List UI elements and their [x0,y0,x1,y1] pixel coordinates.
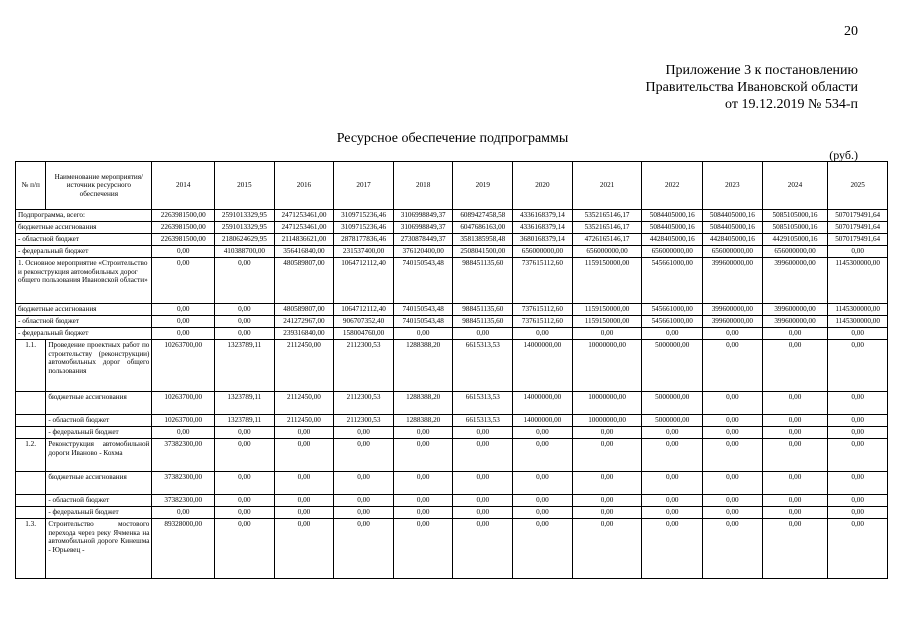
row-name: - федеральный бюджет [46,427,152,439]
value-cell: 3106998849,37 [393,210,453,222]
value-cell: 2471253461,00 [274,210,334,222]
value-cell: 5070179491,64 [828,210,888,222]
row-number: 1.1. [16,340,46,392]
value-cell: 0,00 [703,507,763,519]
table-row [16,472,888,495]
value-cell: 0,00 [513,328,573,340]
value-cell: 0,00 [828,507,888,519]
value-cell: 0,00 [572,427,642,439]
value-cell: 399600000,00 [703,316,763,328]
row-number: 1.3. [16,519,46,579]
value-cell: 656000000,00 [762,246,828,258]
value-cell: 14000000,00 [513,340,573,392]
value-cell: 0,00 [703,392,763,415]
row-number [16,415,46,427]
value-cell: 0,00 [762,507,828,519]
value-cell: 0,00 [215,495,275,507]
value-cell: 3106998849,37 [393,222,453,234]
value-cell: 2471253461,00 [274,222,334,234]
value-cell: 14000000,00 [513,415,573,427]
col-header-name: Наименование мероприятия/источник ресурсного обеспечения [46,162,152,210]
value-cell: 2112300,53 [334,392,394,415]
value-cell: 0,00 [703,495,763,507]
value-cell: 0,00 [334,439,394,472]
value-cell: 0,00 [513,507,573,519]
value-cell: 737615112,60 [513,258,573,304]
row-name: Проведение проектных работ по строительству (реконструкции) автомобильных дорог общего пользования [46,340,152,392]
value-cell: 0,00 [215,304,275,316]
value-cell: 1288388,20 [393,392,453,415]
value-cell: 0,00 [642,328,703,340]
value-cell: 5084405000,16 [703,210,763,222]
col-header-year: 2025 [828,162,888,210]
value-cell: 0,00 [513,427,573,439]
table-row [16,222,888,234]
value-cell: 0,00 [152,427,215,439]
value-cell: 1159150000,00 [572,258,642,304]
value-cell: 14000000,00 [513,392,573,415]
value-cell: 906707352,40 [334,316,394,328]
value-cell: 0,00 [828,246,888,258]
value-cell: 1064712112,40 [334,258,394,304]
row-name: - федеральный бюджет [46,507,152,519]
value-cell: 4429105000,16 [762,234,828,246]
value-cell: 0,00 [703,427,763,439]
value-cell: 3680168379,14 [513,234,573,246]
value-cell: 5352165146,17 [572,222,642,234]
value-cell: 5352165146,17 [572,210,642,222]
value-cell: 4726165146,17 [572,234,642,246]
value-cell: 1288388,20 [393,340,453,392]
value-cell: 10263700,00 [152,392,215,415]
table-row [16,519,888,579]
row-label: - федеральный бюджет [16,328,152,340]
value-cell: 5085105000,16 [762,210,828,222]
value-cell: 656000000,00 [642,246,703,258]
value-cell: 0,00 [513,495,573,507]
table-row [16,246,888,258]
row-label: - федеральный бюджет [16,246,152,258]
table-row [16,304,888,316]
value-cell: 0,00 [762,427,828,439]
page-title: Ресурсное обеспечение подпрограммы [336,131,569,146]
value-cell: 0,00 [215,316,275,328]
value-cell: 1159150000,00 [572,304,642,316]
value-cell: 0,00 [572,519,642,579]
value-cell: 5070179491,64 [828,222,888,234]
value-cell: 0,00 [393,328,453,340]
value-cell: 2112300,53 [334,415,394,427]
row-name: бюджетные ассигнования [46,472,152,495]
table-row [16,316,888,328]
row-label: 1. Основное мероприятие «Строительство и реконструкция автомобильных дорог общего пользования Ивановской области» [16,258,152,304]
value-cell: 0,00 [703,328,763,340]
col-header-year: 2016 [274,162,334,210]
value-cell: 241272967,00 [274,316,334,328]
value-cell: 0,00 [453,507,513,519]
value-cell: 0,00 [572,495,642,507]
value-cell: 0,00 [152,316,215,328]
value-cell: 0,00 [828,495,888,507]
value-cell: 1288388,20 [393,415,453,427]
value-cell: 2263981500,00 [152,234,215,246]
value-cell: 5084405000,16 [642,210,703,222]
value-cell: 0,00 [334,495,394,507]
value-cell: 740150543,48 [393,316,453,328]
value-cell: 0,00 [152,304,215,316]
value-cell: 2180624629,95 [215,234,275,246]
table-header-row [16,162,888,210]
value-cell: 6089427458,58 [453,210,513,222]
value-cell: 10263700,00 [152,415,215,427]
col-header-year: 2024 [762,162,828,210]
row-name: бюджетные ассигнования [46,392,152,415]
value-cell: 2591013329,95 [215,222,275,234]
value-cell: 1323789,11 [215,340,275,392]
value-cell: 0,00 [453,328,513,340]
row-name: - областной бюджет [46,495,152,507]
value-cell: 0,00 [393,439,453,472]
value-cell: 0,00 [334,427,394,439]
row-label: Подпрограмма, всего: [16,210,152,222]
value-cell: 545661000,00 [642,304,703,316]
value-cell: 0,00 [274,495,334,507]
table-row [16,210,888,222]
value-cell: 0,00 [703,472,763,495]
row-number [16,472,46,495]
value-cell: 988451135,60 [453,258,513,304]
unit-label: (руб.) [829,148,858,162]
value-cell: 5000000,00 [642,340,703,392]
value-cell: 37382300,00 [152,472,215,495]
value-cell: 480589807,00 [274,304,334,316]
value-cell: 0,00 [215,507,275,519]
value-cell: 2112450,00 [274,340,334,392]
page-number: 20 [844,24,858,39]
value-cell: 0,00 [513,439,573,472]
value-cell: 0,00 [642,519,703,579]
value-cell: 0,00 [828,328,888,340]
value-cell: 3109715236,46 [334,210,394,222]
value-cell: 737615112,60 [513,316,573,328]
value-cell: 0,00 [334,507,394,519]
value-cell: 2508041500,00 [453,246,513,258]
value-cell: 6615313,53 [453,340,513,392]
value-cell: 0,00 [274,427,334,439]
table-row [16,439,888,472]
value-cell: 399600000,00 [762,316,828,328]
value-cell: 0,00 [393,472,453,495]
row-label: бюджетные ассигнования [16,222,152,234]
header-line-2: Правительства Ивановской области [645,80,858,95]
value-cell: 0,00 [762,392,828,415]
value-cell: 656000000,00 [703,246,763,258]
value-cell: 0,00 [828,427,888,439]
table-row [16,392,888,415]
value-cell: 0,00 [703,439,763,472]
value-cell: 5084405000,16 [642,222,703,234]
value-cell: 0,00 [453,472,513,495]
value-cell: 0,00 [762,415,828,427]
col-header-year: 2021 [572,162,642,210]
value-cell: 6615313,53 [453,392,513,415]
value-cell: 5070179491,64 [828,234,888,246]
col-header-year: 2023 [703,162,763,210]
value-cell: 0,00 [453,427,513,439]
resource-table [15,161,888,579]
value-cell: 0,00 [762,340,828,392]
value-cell: 0,00 [215,472,275,495]
value-cell: 2591013329,95 [215,210,275,222]
value-cell: 0,00 [642,472,703,495]
value-cell: 0,00 [642,495,703,507]
value-cell: 0,00 [642,427,703,439]
row-number [16,427,46,439]
value-cell: 0,00 [274,439,334,472]
value-cell: 988451135,60 [453,304,513,316]
value-cell: 356416840,00 [274,246,334,258]
value-cell: 0,00 [215,427,275,439]
header-line-3: от 19.12.2019 № 534-п [725,97,858,112]
value-cell: 0,00 [274,519,334,579]
value-cell: 410388700,00 [215,246,275,258]
col-header-year: 2020 [513,162,573,210]
value-cell: 0,00 [215,328,275,340]
value-cell: 5000000,00 [642,415,703,427]
value-cell: 0,00 [828,439,888,472]
value-cell: 656000000,00 [572,246,642,258]
value-cell: 10000000,00 [572,340,642,392]
value-cell: 0,00 [453,495,513,507]
value-cell: 399600000,00 [762,258,828,304]
value-cell: 0,00 [828,340,888,392]
table-row [16,340,888,392]
value-cell: 0,00 [334,519,394,579]
value-cell: 399600000,00 [762,304,828,316]
value-cell: 0,00 [513,472,573,495]
row-number [16,507,46,519]
value-cell: 0,00 [572,439,642,472]
col-header-year: 2017 [334,162,394,210]
value-cell: 1145300000,00 [828,258,888,304]
value-cell: 1064712112,40 [334,304,394,316]
value-cell: 0,00 [393,507,453,519]
table-row [16,427,888,439]
value-cell: 740150543,48 [393,304,453,316]
value-cell: 0,00 [393,495,453,507]
value-cell: 4336168379,14 [513,210,573,222]
value-cell: 231537400,00 [334,246,394,258]
table-row [16,495,888,507]
value-cell: 0,00 [572,507,642,519]
value-cell: 0,00 [274,472,334,495]
document-header [646,62,858,113]
value-cell: 0,00 [828,519,888,579]
value-cell: 2730878449,37 [393,234,453,246]
value-cell: 1323789,11 [215,392,275,415]
value-cell: 2263981500,00 [152,210,215,222]
value-cell: 0,00 [828,472,888,495]
col-header-no: № п/п [16,162,46,210]
value-cell: 2112450,00 [274,392,334,415]
value-cell: 5000000,00 [642,392,703,415]
value-cell: 0,00 [393,519,453,579]
value-cell: 0,00 [572,328,642,340]
value-cell: 545661000,00 [642,316,703,328]
row-label: - областной бюджет [16,234,152,246]
value-cell: 5085105000,16 [762,222,828,234]
col-header-year: 2014 [152,162,215,210]
value-cell: 0,00 [152,258,215,304]
col-header-year: 2015 [215,162,275,210]
value-cell: 0,00 [703,340,763,392]
value-cell: 158004760,00 [334,328,394,340]
value-cell: 10000000,00 [572,392,642,415]
value-cell: 6047686163,00 [453,222,513,234]
row-label: - областной бюджет [16,316,152,328]
value-cell: 37382300,00 [152,439,215,472]
row-name: Строительство мостового перехода через реку Ячменка на автомобильной дороге Кинешма - Юрьевец - [46,519,152,579]
value-cell: 0,00 [828,415,888,427]
value-cell: 10263700,00 [152,340,215,392]
value-cell: 2878177836,46 [334,234,394,246]
value-cell: 0,00 [274,507,334,519]
value-cell: 6615313,53 [453,415,513,427]
value-cell: 0,00 [215,519,275,579]
table-row [16,415,888,427]
value-cell: 1159150000,00 [572,316,642,328]
row-number: 1.2. [16,439,46,472]
value-cell: 0,00 [828,392,888,415]
value-cell: 0,00 [703,415,763,427]
value-cell: 0,00 [762,495,828,507]
col-header-year: 2019 [453,162,513,210]
table-row [16,507,888,519]
value-cell: 0,00 [453,519,513,579]
value-cell: 0,00 [453,439,513,472]
value-cell: 1323789,11 [215,415,275,427]
value-cell: 988451135,60 [453,316,513,328]
value-cell: 37382300,00 [152,495,215,507]
col-header-year: 2018 [393,162,453,210]
col-header-year: 2022 [642,162,703,210]
table-row [16,328,888,340]
table-row [16,234,888,246]
value-cell: 656000000,00 [513,246,573,258]
value-cell: 0,00 [762,439,828,472]
value-cell: 376120400,00 [393,246,453,258]
value-cell: 0,00 [215,439,275,472]
value-cell: 2263981500,00 [152,222,215,234]
value-cell: 399600000,00 [703,258,763,304]
value-cell: 0,00 [703,519,763,579]
table-body [16,210,888,579]
row-number [16,495,46,507]
value-cell: 5084405000,16 [703,222,763,234]
value-cell: 0,00 [642,439,703,472]
value-cell: 2114836621,00 [274,234,334,246]
value-cell: 2112450,00 [274,415,334,427]
value-cell: 399600000,00 [703,304,763,316]
value-cell: 0,00 [513,519,573,579]
value-cell: 2112300,53 [334,340,394,392]
value-cell: 480589807,00 [274,258,334,304]
value-cell: 0,00 [762,472,828,495]
value-cell: 4336168379,14 [513,222,573,234]
row-number [16,392,46,415]
header-line-1: Приложение 3 к постановлению [665,63,858,78]
value-cell: 4428405000,16 [703,234,763,246]
value-cell: 740150543,48 [393,258,453,304]
value-cell: 0,00 [215,258,275,304]
value-cell: 3109715236,46 [334,222,394,234]
value-cell: 239316840,00 [274,328,334,340]
value-cell: 0,00 [642,507,703,519]
value-cell: 0,00 [152,507,215,519]
value-cell: 4428405000,16 [642,234,703,246]
value-cell: 89328000,00 [152,519,215,579]
value-cell: 3581385958,48 [453,234,513,246]
value-cell: 0,00 [152,328,215,340]
table-row [16,258,888,304]
row-name: - областной бюджет [46,415,152,427]
value-cell: 0,00 [762,328,828,340]
row-name: Реконструкция автомобильной дороги Иваново - Кохма [46,439,152,472]
value-cell: 0,00 [572,472,642,495]
value-cell: 0,00 [762,519,828,579]
value-cell: 0,00 [393,427,453,439]
value-cell: 545661000,00 [642,258,703,304]
value-cell: 1145300000,00 [828,304,888,316]
row-label: бюджетные ассигнования [16,304,152,316]
value-cell: 737615112,60 [513,304,573,316]
value-cell: 0,00 [152,246,215,258]
value-cell: 10000000,00 [572,415,642,427]
value-cell: 1145300000,00 [828,316,888,328]
value-cell: 0,00 [334,472,394,495]
